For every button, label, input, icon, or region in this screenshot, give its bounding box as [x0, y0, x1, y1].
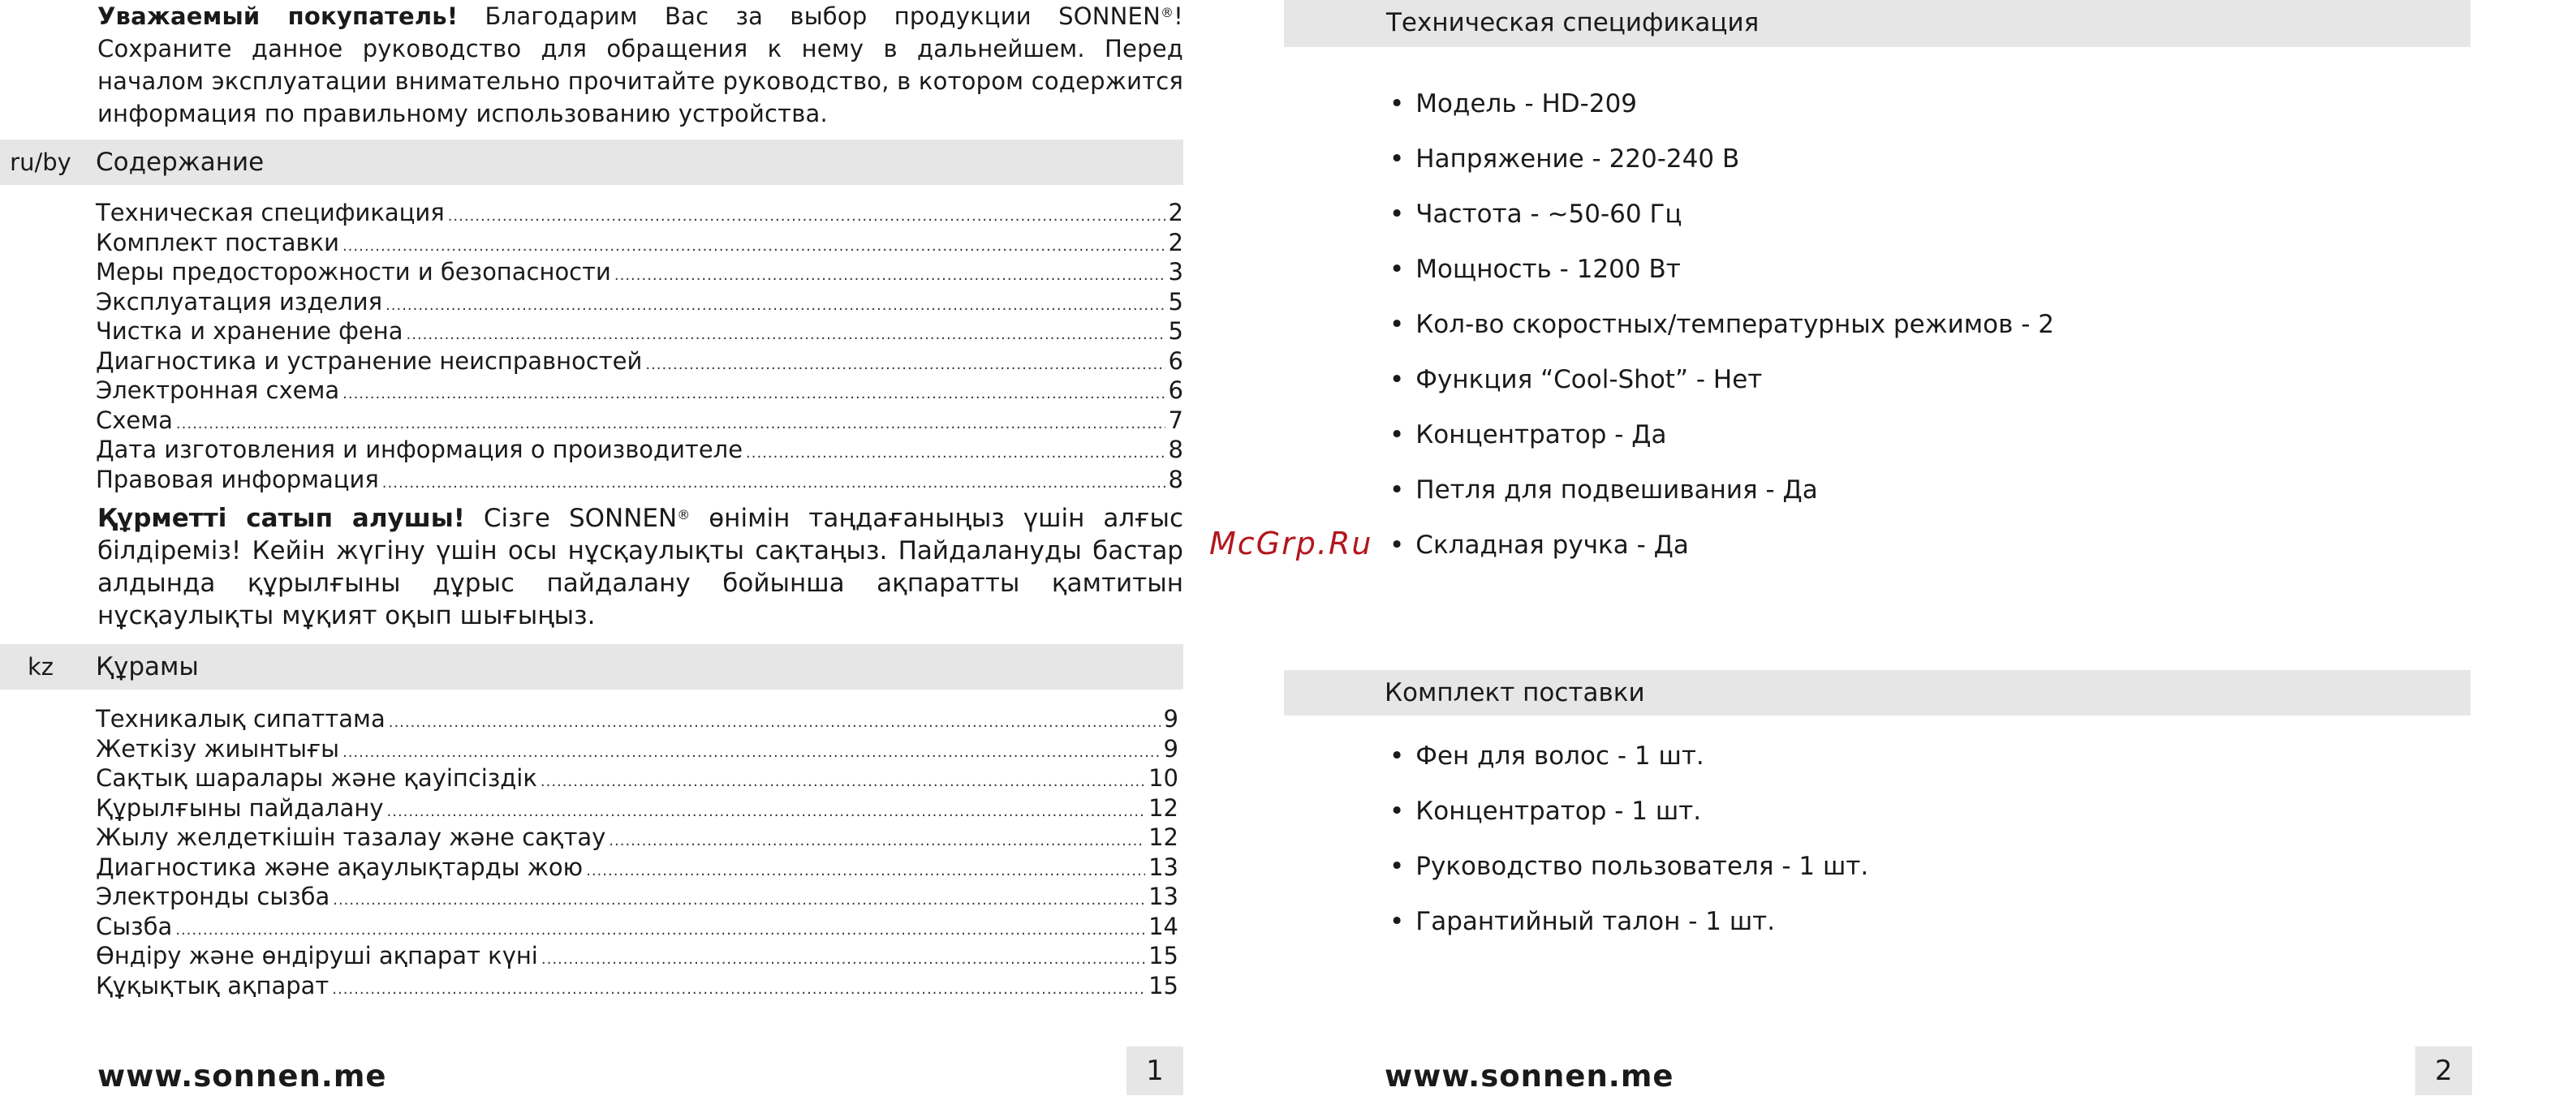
spec-item: • Концентратор - Да: [1389, 419, 2054, 474]
kz-toc-entry-page: 9: [1163, 705, 1178, 733]
spec-item: • Функция “Cool-Shot” - Нет: [1389, 363, 2054, 419]
left-footer-url: www.sonnen.me: [97, 1059, 387, 1094]
kz-toc-entry-page: 13: [1148, 853, 1178, 881]
dot-leader: [541, 945, 1145, 975]
kit-item: • Руководство пользователя - 1 шт.: [1389, 850, 1868, 905]
ru-intro-greeting: Уважаемый покупатель!: [97, 2, 459, 30]
spec-item: • Напряжение - 220-240 В: [1389, 143, 2054, 198]
ru-toc-entry-label: Эксплуатация изделия: [96, 287, 383, 316]
ru-toc-entry-page: 6: [1168, 346, 1183, 375]
dot-leader: [382, 469, 1165, 499]
ru-toc-entry: [96, 435, 1183, 465]
kz-toc-entry: [96, 912, 1178, 942]
ru-toc-entry: [96, 465, 1183, 495]
kz-toc-entry-label: Құқықтық ақпарат: [96, 971, 330, 999]
kz-toc-entry: [96, 704, 1178, 734]
left-page-number: 1: [1126, 1047, 1183, 1095]
kit-header: [1284, 670, 2470, 716]
dot-leader: [333, 886, 1145, 916]
ru-toc-entry-label: Чистка и хранение фена: [96, 317, 403, 345]
ru-toc-entry-page: 5: [1168, 317, 1183, 345]
kz-lang-label: kz: [27, 653, 54, 681]
dot-leader: [332, 975, 1145, 1005]
spec-item: • Частота - ~50-60 Гц: [1389, 198, 2054, 253]
watermark-text: McGrp.Ru: [1209, 526, 1373, 561]
dot-leader: [448, 202, 1165, 232]
kz-toc-entry: [96, 941, 1178, 971]
dot-leader: [746, 439, 1165, 469]
dot-leader: [609, 827, 1145, 857]
kit-title: Комплект поставки: [1385, 678, 1645, 707]
kz-toc-entry: [96, 853, 1178, 883]
ru-toc-entry: [96, 316, 1183, 346]
ru-toc-entry: [96, 406, 1183, 436]
ru-intro-text-1: Благодарим Вас за выбор продукции SONNEN: [458, 2, 1161, 30]
kz-toc-entry-page: 12: [1148, 823, 1178, 851]
spec-item: • Складная ручка - Да: [1389, 529, 2054, 584]
ru-toc-entry-label: Меры предосторожности и безопасности: [96, 258, 611, 286]
kz-toc-entry-label: Диагностика және ақаулықтарды жою: [96, 853, 584, 881]
kz-toc-entry-page: 10: [1148, 764, 1178, 792]
kz-registered-mark: ®: [677, 507, 691, 522]
ru-toc-entry-page: 8: [1168, 436, 1183, 463]
dot-leader: [541, 767, 1145, 797]
ru-toc-title: Содержание: [96, 148, 265, 177]
ru-toc-entry: [96, 376, 1183, 406]
ru-toc-entry: [96, 228, 1183, 258]
ru-toc-entry-page: 5: [1168, 287, 1183, 316]
kz-intro-text-1: Сізге SONNEN: [464, 504, 678, 533]
kz-toc-entry-label: Сызба: [96, 912, 173, 940]
ru-toc-entry-page: 6: [1168, 376, 1183, 404]
ru-toc-entry-label: Комплект поставки: [96, 228, 339, 256]
dot-leader: [645, 350, 1165, 380]
ru-registered-mark: ®: [1160, 5, 1174, 20]
kz-toc-entry-label: Өндіру және өндіруші ақпарат күні: [96, 942, 538, 969]
ru-toc-entry-label: Электронная схема: [96, 376, 340, 404]
left-page: [0, 0, 1234, 1096]
ru-toc-entry-page: 2: [1168, 199, 1183, 226]
ru-toc-entry-page: 7: [1168, 406, 1183, 434]
ru-toc-entry-label: Диагностика и устранение неисправностей: [96, 346, 643, 375]
kit-item: • Гарантийный талон - 1 шт.: [1389, 905, 1868, 961]
kz-toc-list: [96, 704, 1178, 1000]
spec-list: [1389, 88, 2054, 584]
right-page-number: 2: [2415, 1047, 2472, 1095]
kit-item: • Концентратор - 1 шт.: [1389, 795, 1868, 850]
kz-toc-entry-page: 15: [1148, 942, 1178, 969]
kz-toc-entry-page: 15: [1148, 971, 1178, 999]
kz-toc-entry: [96, 823, 1178, 853]
ru-toc-entry-page: 8: [1168, 465, 1183, 493]
kz-toc-entry-page: 9: [1163, 734, 1178, 763]
spec-title: Техническая спецификация: [1386, 8, 1760, 37]
ru-toc-entry: [96, 346, 1183, 376]
ru-lang-label: ru/by: [10, 148, 71, 176]
kz-toc-entry-label: Электронды сызба: [96, 883, 330, 910]
ru-toc-entry-label: Схема: [96, 406, 173, 434]
kz-toc-header: [0, 644, 1183, 690]
right-footer-url: www.sonnen.me: [1385, 1059, 1674, 1094]
kz-toc-entry-label: Жылу желдеткішін тазалау және сақтау: [96, 823, 606, 851]
ru-toc-entry-label: Техническая спецификация: [96, 199, 445, 226]
spec-item: • Мощность - 1200 Вт: [1389, 253, 2054, 308]
kz-toc-entry-label: Жеткізу жиынтығы: [96, 734, 339, 763]
ru-toc-entry: [96, 287, 1183, 317]
spec-item: • Петля для подвешивания - Да: [1389, 474, 2054, 529]
kz-toc-entry-page: 13: [1148, 883, 1178, 910]
kz-toc-entry-page: 14: [1148, 912, 1178, 940]
kz-toc-entry-label: Техникалық сипаттама: [96, 705, 386, 733]
kit-list: [1389, 740, 1868, 961]
dot-leader: [614, 261, 1165, 291]
spec-item: • Кол-во скоростных/температурных режимов - 2: [1389, 308, 2054, 363]
dot-leader: [386, 291, 1165, 321]
dot-leader: [342, 380, 1165, 410]
kz-toc-entry: [96, 971, 1178, 1001]
ru-toc-header: [0, 140, 1183, 185]
ru-toc-entry-label: Дата изготовления и информация о производителе: [96, 436, 743, 463]
kz-toc-entry: [96, 882, 1178, 912]
ru-toc-entry-label: Правовая информация: [96, 465, 379, 493]
spec-item: • Модель - HD-209: [1389, 88, 2054, 143]
kz-toc-entry: [96, 793, 1178, 823]
kz-intro-greeting: Құрметті сатып алушы!: [97, 504, 465, 533]
dot-leader: [389, 708, 1161, 738]
ru-intro-paragraph: [97, 0, 1183, 130]
kit-item: • Фен для волос - 1 шт.: [1389, 740, 1868, 795]
ru-toc-entry: [96, 198, 1183, 228]
ru-toc-entry-page: 3: [1168, 258, 1183, 286]
kz-toc-entry: [96, 763, 1178, 793]
kz-toc-title: Құрамы: [96, 652, 199, 681]
kz-toc-entry: [96, 734, 1178, 764]
kz-intro-text-2: өнімін таңдағаныңыз үшін алғыс білдіреміз! Кейін жүгіну үшін осы нұсқаулықты сақтаңыз. Пайдалануды бастар алдында құрылғыны дұрыс пайдалану бойынша ақпаратты қамтитын нұсқаулықты мұқият оқып шығыңыз.: [97, 504, 1184, 630]
ru-toc-list: [96, 198, 1183, 494]
kz-toc-entry-label: Сақтық шаралары және қауіпсіздік: [96, 764, 537, 792]
kz-toc-entry-page: 12: [1148, 793, 1178, 822]
kz-intro-paragraph: [97, 502, 1183, 632]
kz-toc-entry-label: Құрылғыны пайдалану: [96, 793, 384, 822]
ru-toc-entry: [96, 257, 1183, 287]
spec-header: [1284, 0, 2470, 47]
ru-toc-entry-page: 2: [1168, 228, 1183, 256]
ru-intro-text-2: ! Сохраните данное руководство для обращения к нему в дальнейшем. Перед началом эксплуатации внимательно прочитайте руководство, в котором содержится информация по правильному использованию устройства.: [97, 2, 1183, 127]
dot-leader: [586, 857, 1145, 887]
